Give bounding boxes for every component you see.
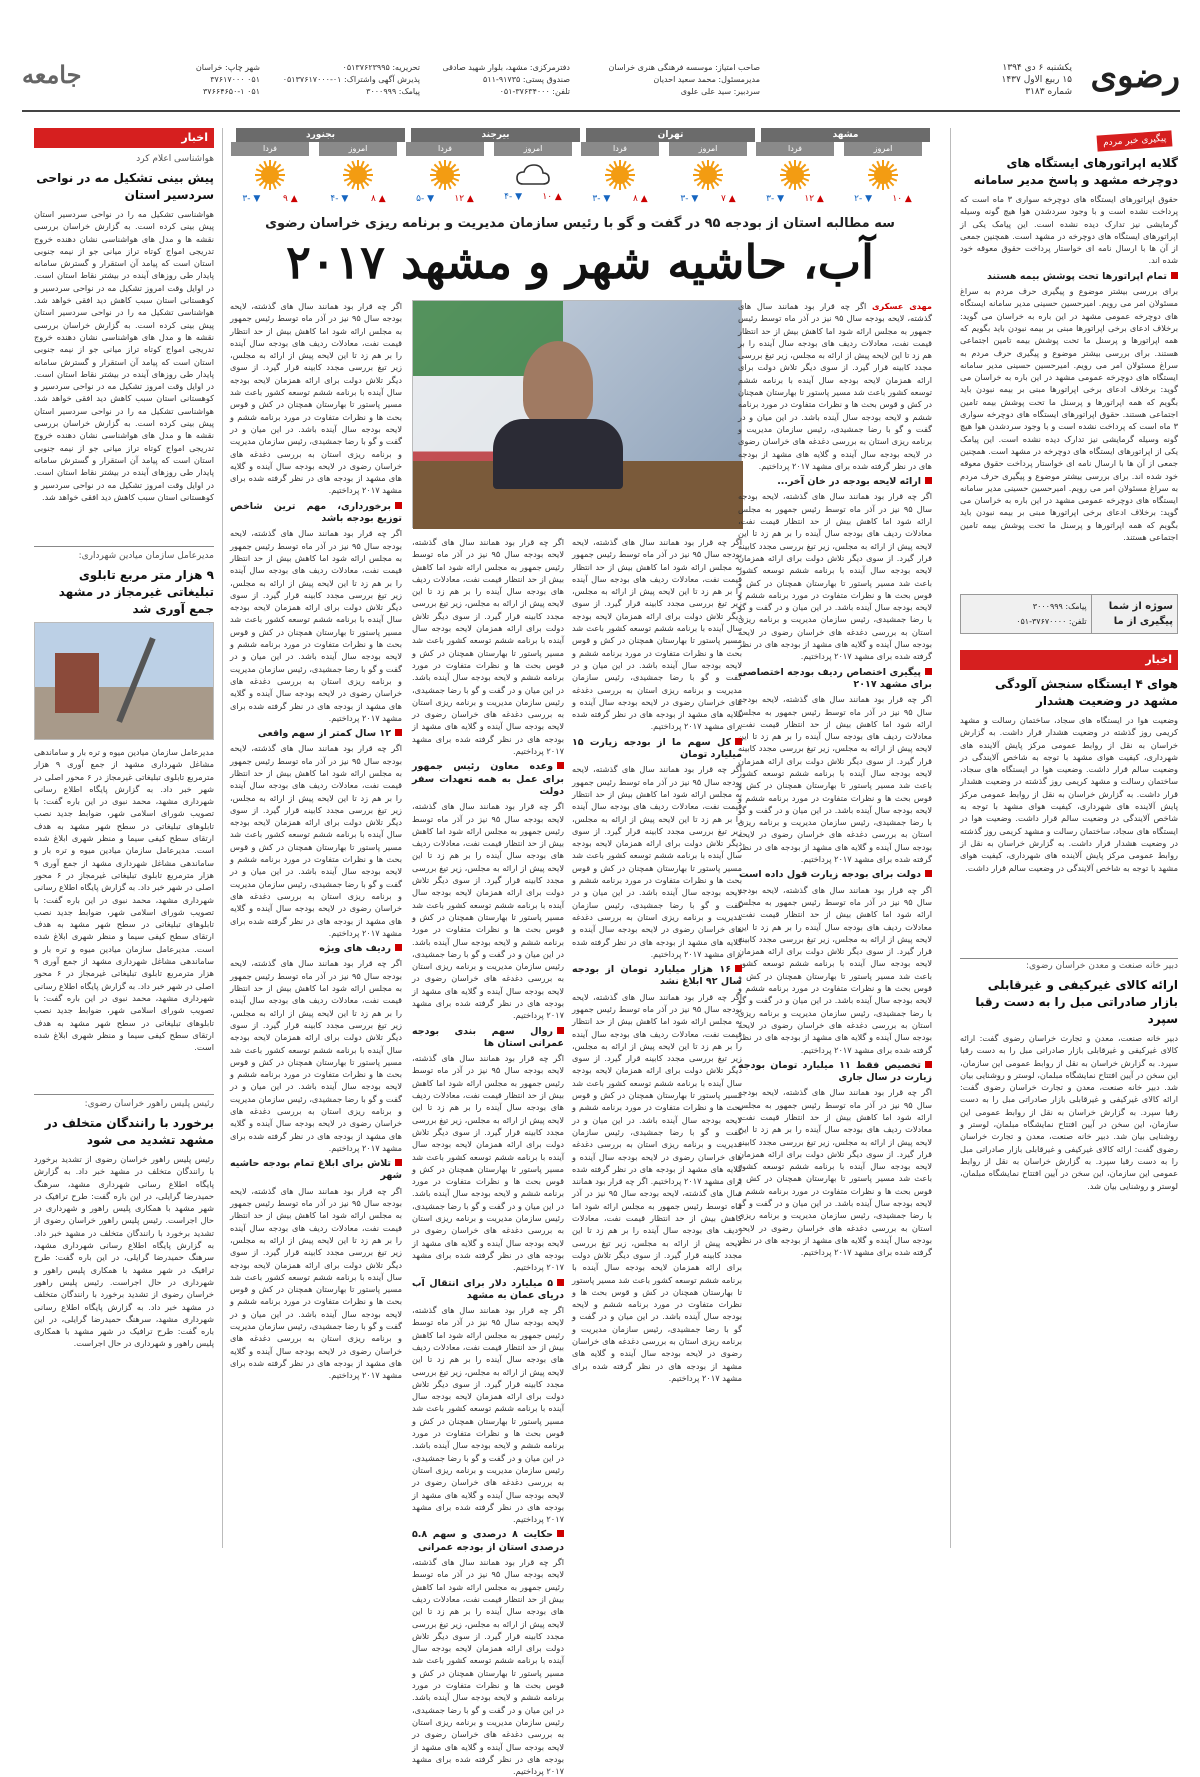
body-text: وضعیت هوا در ایستگاه های سجاد، ساختمان رسالت و مشهد کریمی روز گذشته در وضعیت هشدار قرار داشت. به گزارش خراسان به نقل از روابط عمومی مرکز پایش آلاینده های شهرداری، کیفیت هوای مشهد با توجه به شاخص آلایندگی در وضعیت سالم قرار داشت. [960,813,1178,873]
lead-headline [230,216,930,296]
temperature-range [319,194,397,204]
news-section-bar: اخبار [960,650,1178,670]
column-divider [950,128,951,1548]
sun-icon [868,160,898,190]
body-text: اگر چه قرار بود همانند سال های گذشته، لایحه بودجه سال ۹۵ نیز در آذر ماه توسط رئیس جمهور به مجلس ارائه شود اما کاهش بیش از حد انتظار قیمت نفت، معادلات ردیف های بودجه سال آینده را بر هم زد تا این لایحه پیش از ارائه به مجلس، زیر تیغ بررسی مجدد کابینه قرار گیرد. از سوی دیگر تلاش دولت برای ارائه همزمان لایحه بودجه سال آینده با برنامه ششم توسعه کشور باعث شد مسیر پاستور تا بهارستان همچنان در کش و قوس بحث ها و نظرات متفاوت در مورد برنامه ششم و لایحه بودجه سال آینده باشد. در این میان و در گفت و گو با رضا جمشیدی، رئیس سازمان مدیریت و برنامه ریزی استان به بررسی دغدغه های خراسان رضوی در لایحه بودجه سال آینده و گلایه های مشهد از بودجه های در نظر گرفته شده برای مشهد ۲۰۱۷ پرداختیم. [230,743,402,938]
body-text: رئیس پلیس راهور خراسان رضوی از تشدید برخورد با رانندگان متخلف در مشهد خبر داد. به گزارش پایگاه اطلاع رسانی شهرداری مشهد، سرهنگ حمیدرضا گرایلی، در این باره گفت: طرح ترافیک در شهر مشهد با همکاری پلیس راهور و شهرداری در حال اجراست. [34,1154,214,1226]
temperature-range [494,192,572,202]
print-info [196,62,260,98]
body-text: اگر چه قرار بود همانند سال های گذشته، لایحه بودجه سال ۹۵ نیز در آذر ماه توسط رئیس جمهور به مجلس ارائه شود اما کاهش بیش از حد انتظار قیمت نفت، معادلات ردیف های بودجه سال آینده را بر هم زد تا این لایحه پیش از ارائه به مجلس، زیر تیغ بررسی مجدد کابینه قرار گیرد. از سوی دیگر تلاش دولت برای ارائه همزمان لایحه بودجه سال آینده با برنامه ششم توسعه کشور باعث شد مسیر پاستور تا بهارستان همچنان در کش و قوس بحث ها و نظرات متفاوت در مورد برنامه ششم و لایحه بودجه سال آینده باشد. در این میان و در گفت و گو با رضا جمشیدی، رئیس سازمان مدیریت و برنامه ریزی استان به بررسی دغدغه های خراسان رضوی در لایحه بودجه سال آینده و گلایه های مشهد از بودجه های در نظر گرفته شده برای مشهد ۲۰۱۷ پرداختیم. [738,694,933,865]
day-label: فردا [756,142,834,156]
weather-day [756,142,834,204]
weather-city [586,128,755,204]
print-city: شهر چاپ: خراسان [195,63,260,72]
weather-day [669,142,747,204]
manager-label: مدیرمسئول: محمد سعید احدیان [653,75,760,84]
date-persian: یکشنبه ۶ دی ۱۳۹۴ [1002,63,1072,73]
weather-day [406,142,484,204]
body-text: اگر چه قرار بود همانند سال های گذشته، لایحه بودجه سال ۹۵ نیز در آذر ماه توسط رئیس جمهور به مجلس ارائه شود اما کاهش بیش از حد انتظار قیمت نفت، معادلات ردیف های بودجه سال آینده را بر هم زد تا این لایحه پیش از ارائه به مجلس، زیر تیغ بررسی مجدد کابینه قرار گیرد. از سوی دیگر تلاش دولت برای ارائه همزمان لایحه بودجه سال آینده با برنامه ششم توسعه کشور باعث شد مسیر پاستور تا بهارستان همچنان در کش و قوس بحث ها و نظرات متفاوت در مورد برنامه ششم و لایحه بودجه سال آینده باشد. در این میان و در گفت و گو با رضا جمشیدی، رئیس سازمان مدیریت و برنامه ریزی استان به بررسی دغدغه های خراسان رضوی در لایحه بودجه سال آینده و گلایه های مشهد از بودجه های در نظر گرفته شده برای مشهد ۲۰۱۷ پرداختیم. [412,801,564,1021]
issue-date [1002,62,1072,98]
city-name: تهران [586,128,755,142]
followup-badge: پیگیری خبر مردم [1096,130,1172,151]
body-text: اگر چه قرار بود همانند سال های گذشته، لایحه بودجه سال ۹۵ نیز در آذر ماه توسط رئیس جمهور به مجلس ارائه شود اما کاهش بیش از حد انتظار قیمت نفت، معادلات ردیف های بودجه سال آینده را بر هم زد تا این لایحه پیش از ارائه به مجلس، زیر تیغ بررسی مجدد کابینه قرار گیرد. از سوی دیگر تلاش دولت برای ارائه همزمان لایحه بودجه سال آینده با برنامه ششم توسعه کشور باعث شد مسیر پاستور تا بهارستان همچنان در کش و قوس بحث ها و نظرات متفاوت در مورد برنامه ششم و لایحه بودجه سال آینده باشد. در این میان و در گفت و گو با رضا جمشیدی، رئیس سازمان مدیریت و برنامه ریزی استان به بررسی دغدغه های خراسان رضوی در لایحه بودجه سال آینده و گلایه های مشهد از بودجه های در نظر گرفته شده برای مشهد ۲۰۱۷ پرداختیم. [412,1053,564,1273]
article-body [960,1032,1178,1264]
temperature-range [844,194,922,204]
lead-column-4 [230,300,402,1545]
fax-number: ۰۵۱ ۳۷۶۱۷۰۰۰ [210,75,260,84]
day-label: امروز [494,142,572,156]
sun-icon [255,160,285,190]
day-label: فردا [231,142,309,156]
subhead: ردیف های ویژه [230,943,402,955]
min-temp: ▼ -۳ [766,194,785,204]
billboard-photo [34,622,214,740]
city-name: بیرجند [411,128,580,142]
subhead: پیگیری اختصاص ردیف بودجه اختصاصی برای مشهد ۲۰۱۷ [738,666,932,690]
body-text: اگر چه قرار بود همانند سال های گذشته، لایحه بودجه سال ۹۵ نیز در آذر ماه توسط رئیس جمهور به مجلس ارائه شود اما کاهش بیش از حد انتظار قیمت نفت، معادلات ردیف های بودجه سال آینده را بر هم زد تا این لایحه پیش از ارائه به مجلس، زیر تیغ بررسی مجدد کابینه قرار گیرد. از سوی دیگر تلاش دولت برای ارائه همزمان لایحه بودجه سال آینده با برنامه ششم توسعه کشور باعث شد مسیر پاستور تا بهارستان همچنان در کش و قوس بحث ها و نظرات متفاوت در مورد برنامه ششم و لایحه بودجه سال آینده باشد. در این میان و در گفت و گو با رضا جمشیدی، رئیس سازمان مدیریت و برنامه ریزی استان به بررسی دغدغه های خراسان رضوی در لایحه بودجه سال آینده و گلایه های مشهد از بودجه های در نظر گرفته شده برای مشهد ۲۰۱۷ پرداختیم. [572,1176,742,1383]
body-text: وضعیت هوا در ایستگاه های سجاد، ساختمان رسالت و مشهد کریمی روز گذشته در وضعیت هشدار قرار داشت. به گزارش خراسان به نقل از روابط عمومی مرکز پایش آلاینده های شهرداری، کیفیت هوای مشهد با توجه به شاخص آلایندگی در وضعیت سالم قرار داشت. [960,764,1178,824]
max-temp: ▲ ۷ [721,194,736,204]
article-title: ارائه کالای غیرکیفی و غیرقابلی بازار صادراتی مبل را به دست رقبا سپرد [975,978,1178,1026]
body-text: برای بررسی بیشتر موضوع و پیگیری حرف مردم به سراغ مسئولان امر می رویم. امیرحسین حسینی مدیر سامانه ایستگاه های دوچرخه عمومی مشهد در این باره به خراسان می گوید: برخلاف ادعای برخی اپراتورها مبنی بر بیمه نبودن باید بگویم که همه اپراتورها و پرسنل ما تحت پوشش بیمه تامین اجتماعی هستند. [960,470,1178,543]
phone-label: تلفن: ۳۷۶۳۴۰۰۰-۰۵۱ [499,87,570,96]
subhead: وعده معاون رئیس جمهور برای عمل به همه تعهدات سفر دولت [412,761,564,797]
body-text: مدیرعامل سازمان میادین میوه و تره بار و ساماندهی مشاغل شهرداری مشهد از جمع آوری ۹ هزار مترمربع تابلوی تبلیغاتی غیرمجاز در ۶ محور اصلی در شهر خبر داد. به گزارش پایگاه اطلاع رسانی شهرداری مشهد، محمد نبوی در این باره گفت: با تصویب شورای اسلامی شهر، ضوابط جدید نصب تابلوهای تبلیغاتی در سطح شهر مشهد به هدف ارتقای سطح کیفی سیما و منظر شهری ابلاغ شده است. [34,747,215,856]
body-text: اگر چه قرار بود همانند سال های گذشته، لایحه بودجه سال ۹۵ نیز در آذر ماه توسط رئیس جمهور به مجلس ارائه شود اما کاهش بیش از حد انتظار قیمت نفت، معادلات ردیف های بودجه سال آینده را بر هم زد تا این لایحه پیش از ارائه به مجلس، زیر تیغ بررسی مجدد کابینه قرار گیرد. از سوی دیگر تلاش دولت برای ارائه همزمان لایحه بودجه سال آینده با برنامه ششم توسعه کشور باعث شد مسیر پاستور تا بهارستان همچنان در کش و قوس بحث ها و نظرات متفاوت در مورد برنامه ششم و لایحه بودجه سال آینده باشد. در این میان و در گفت و گو با رضا جمشیدی، رئیس سازمان مدیریت و برنامه ریزی استان به بررسی دغدغه های خراسان رضوی در لایحه بودجه سال آینده و گلایه های مشهد از بودجه های در نظر گرفته شده برای مشهد ۲۰۱۷ پرداختیم. [230,528,402,723]
weather-day [231,142,309,204]
city-name: مشهد [761,128,930,142]
sms-number: پیامک: ۳۰۰۰۹۹۹ [1032,602,1087,611]
article-body [34,208,214,538]
kicker: هواشناسی اعلام کرد [136,154,214,164]
office-label: دفترمرکزی: مشهد، بلوار شهید صادقی [442,63,570,72]
lead-column-3 [412,536,564,1777]
subhead: ۱۲ سال کمتر از سهم واقعی [230,728,402,740]
temperature-range [581,194,659,204]
lead-column-1 [738,300,932,1545]
subhead: برخورداری، مهم ترین شاخص توزیع بودجه باشد [230,500,402,525]
official-face [523,341,593,426]
building-image [55,653,99,713]
sun-icon [605,160,635,190]
day-label: امروز [669,142,747,156]
article-title: برخورد با رانندگان متخلف در مشهد تشدید می شود [44,1116,214,1147]
body-text: هواشناسی تشکیل مه را در نواحی سردسیر استان پیش بینی کرده است. به گزارش خراسان بررسی نقشه ها و مدل های هواشناسی نشان دهنده خروج تدریجی امواج کوتاه تراز میانی جو از نیمه جنوبی استان است که پیامد آن استقرار و گسترش سامانه پایدار طی روزهای آینده در بیشتر نقاط استان است. در اوایل وقت امروز تشکیل مه در نواحی سردسیر و کوهستانی استان سبب کاهش دید افقی خواهد شد. [34,405,214,502]
sun-icon [343,160,373,190]
day-label: امروز [844,142,922,156]
body-text: اگر چه قرار بود همانند سال های گذشته، لایحه بودجه سال ۹۵ نیز در آذر ماه توسط رئیس جمهور به مجلس ارائه شود اما کاهش بیش از حد انتظار قیمت نفت، معادلات ردیف های بودجه سال آینده را بر هم زد تا این لایحه پیش از ارائه به مجلس، زیر تیغ بررسی مجدد کابینه قرار گیرد. از سوی دیگر تلاش دولت برای ارائه همزمان لایحه بودجه سال آینده با برنامه ششم توسعه کشور باعث شد مسیر پاستور تا بهارستان همچنان در کش و قوس بحث ها و نظرات متفاوت در مورد برنامه ششم و لایحه بودجه سال آینده باشد. در این میان و در گفت و گو با رضا جمشیدی، رئیس سازمان مدیریت و برنامه ریزی استان به بررسی دغدغه های خراسان رضوی در لایحه بودجه سال آینده و گلایه های مشهد از بودجه های در نظر گرفته شده برای مشهد ۲۰۱۷ پرداختیم. [738,884,933,1055]
kicker: دبیر خانه صنعت و معدن خراسان رضوی: [1025,961,1178,971]
body-text: رئیس پلیس راهور خراسان رضوی از تشدید برخورد با رانندگان متخلف در مشهد خبر داد. به گزارش پایگاه اطلاع رسانی شهرداری مشهد، سرهنگ حمیدرضا گرایلی، در این باره گفت: طرح ترافیک در شهر مشهد با همکاری پلیس راهور و شهرداری در حال اجراست. [34,1215,215,1287]
article-title: ۹ هزار متر مربع تابلوی تبلیغاتی غیرمجاز در مشهد جمع آوری شد [58,568,214,616]
kicker: مدیرعامل سازمان میادین شهرداری: [78,551,214,561]
contact-info [283,62,420,98]
subhead: ۵ میلیارد دلار برای انتقال آب دریای عمان به مشهد [412,1277,564,1301]
body-text: اگر چه قرار بود همانند سال های گذشته، لایحه بودجه سال ۹۵ نیز در آذر ماه توسط رئیس جمهور به مجلس ارائه شود اما کاهش بیش از حد انتظار قیمت نفت، معادلات ردیف های بودجه سال آینده را بر هم زد تا این لایحه پیش از ارائه به مجلس، زیر تیغ بررسی مجدد کابینه قرار گیرد. از سوی دیگر تلاش دولت برای ارائه همزمان لایحه بودجه سال آینده با برنامه ششم توسعه کشور باعث شد مسیر پاستور تا بهارستان همچنان در کش و قوس بحث ها و نظرات متفاوت در مورد برنامه ششم و لایحه بودجه سال آینده باشد. در این میان و در گفت و گو با رضا جمشیدی، رئیس سازمان مدیریت و برنامه ریزی استان به بررسی دغدغه های خراسان رضوی در لایحه بودجه سال آینده و گلایه های مشهد از بودجه های در نظر گرفته شده برای مشهد ۲۰۱۷ پرداختیم. [738,491,933,662]
max-temp: ▲ ۱۰ [542,192,562,202]
publisher-info [609,62,761,98]
max-temp: ▲ ۹ [283,194,298,204]
temperature-range [231,194,309,204]
section-name: جامعه [22,60,82,89]
subhead: روال سهم بندی بودجه عمرانی استان ها [412,1025,564,1049]
min-temp: ▼ -۳ [680,194,699,204]
subhead: تلاش برای ابلاغ تمام بودجه حاشیه شهر [230,1158,402,1182]
body-text: هواشناسی تشکیل مه را در نواحی سردسیر استان پیش بینی کرده است. به گزارش خراسان بررسی نقشه ها و مدل های هواشناسی نشان دهنده خروج تدریجی امواج کوتاه تراز میانی جو از نیمه جنوبی استان است که پیامد آن استقرار و گسترش سامانه پایدار طی روزهای آینده در بیشتر نقاط استان است. در اوایل وقت امروز تشکیل مه در نواحی سردسیر و کوهستانی استان سبب کاهش دید افقی خواهد شد. [34,307,214,404]
body-text: وضعیت هوا در ایستگاه های سجاد، ساختمان رسالت و مشهد کریمی روز گذشته در وضعیت هشدار قرار داشت. به گزارش خراسان به نقل از روابط عمومی مرکز پایش آلاینده های شهرداری، کیفیت هوای مشهد با توجه به شاخص آلایندگی در وضعیت سالم قرار داشت. [960,715,1178,775]
min-temp: ▼ -۵ [416,194,435,204]
body-text: برای بررسی بیشتر موضوع و پیگیری حرف مردم به سراغ مسئولان امر می رویم. امیرحسین حسینی مدیر سامانه ایستگاه های دوچرخه عمومی مشهد در این باره به خراسان می گوید: برخلاف ادعای برخی اپراتورها مبنی بر بیمه نبودن باید بگویم که همه اپراتورها و پرسنل ما تحت پوشش بیمه تامین اجتماعی هستند. [960,286,1179,358]
newspaper-logo [1080,56,1180,96]
weather-strip [230,128,930,210]
temperature-range [756,194,834,204]
subhead: کل سهم ما از بودجه زیارت ۱۵ میلیارد تومان [572,736,742,761]
fax-number-2: ۰۵۱ ۳۷۶۶۴۶۵۰-۱ [203,87,260,96]
logo-text: رضوی [1090,56,1180,96]
date-hijri: ۱۵ ربیع الاول ۱۴۳۷ [1001,75,1072,85]
subhead: حکایت ۸ درصدی و سهم ۵.۸ درصدی استان از بودجه عمرانی [412,1529,564,1553]
supertitle: سه مطالبه استان از بودجه ۹۵ در گفت و گو با رئیس سازمان مدیریت و برنامه ریزی خراسان رضوی [265,216,895,231]
article-body [960,714,1178,952]
article-body [34,1153,214,1413]
body-text: اگر چه قرار بود همانند سال های گذشته، لایحه بودجه سال ۹۵ نیز در آذر ماه توسط رئیس جمهور به مجلس ارائه شود اما کاهش بیش از حد انتظار قیمت نفت، معادلات ردیف های بودجه سال آینده را بر هم زد تا این لایحه پیش از ارائه به مجلس، زیر تیغ بررسی مجدد کابینه قرار گیرد. از سوی دیگر تلاش دولت برای ارائه همزمان لایحه بودجه سال آینده با برنامه ششم توسعه کشور باعث شد مسیر پاستور تا بهارستان همچنان در کش و قوس بحث ها و نظرات متفاوت در مورد برنامه ششم و لایحه بودجه سال آینده باشد. در این میان و در گفت و گو با رضا جمشیدی، رئیس سازمان مدیریت و برنامه ریزی استان به بررسی دغدغه های خراسان رضوی در لایحه بودجه سال آینده و گلایه های مشهد از بودجه های در نظر گرفته شده برای مشهد ۲۰۱۷ پرداختیم. [738,301,932,471]
body-text: حقوق اپراتورهای ایستگاه های دوچرخه سواری ۳ ماه است که پرداخت نشده است و با وجود سردشدن هوا هیچ گونه وسیله گرمایشی نیز تدارک دیده نشده است. این پیامک یکی از اپراتورهای ایستگاه های دوچرخه در مشهد است. همچنین جمعی از آن ها با ارسال نامه ای خواستار پرداخت حقوق معوقه خود شده اند. [960,194,1178,266]
sun-icon [693,160,723,190]
body-text: اگر چه قرار بود همانند سال های گذشته، لایحه بودجه سال ۹۵ نیز در آذر ماه توسط رئیس جمهور به مجلس ارائه شود اما کاهش بیش از حد انتظار قیمت نفت، معادلات ردیف های بودجه سال آینده را بر هم زد تا این لایحه پیش از ارائه به مجلس، زیر تیغ بررسی مجدد کابینه قرار گیرد. از سوی دیگر تلاش دولت برای ارائه همزمان لایحه بودجه سال آینده با برنامه ششم توسعه کشور باعث شد مسیر پاستور تا بهارستان همچنان در کش و قوس بحث ها و نظرات متفاوت در مورد برنامه ششم و لایحه بودجه سال آینده باشد. در این میان و در گفت و گو با رضا جمشیدی، رئیس سازمان مدیریت و برنامه ریزی استان به بررسی دغدغه های خراسان رضوی در لایحه بودجه سال آینده و گلایه های مشهد از بودجه های در نظر گرفته شده برای مشهد ۲۰۱۷ پرداختیم. [412,537,564,757]
body-text: رئیس پلیس راهور خراسان رضوی از تشدید برخورد با رانندگان متخلف در مشهد خبر داد. به گزارش پایگاه اطلاع رسانی شهرداری مشهد، سرهنگ حمیدرضا گرایلی، در این باره گفت: طرح ترافیک در شهر مشهد با همکاری پلیس راهور و شهرداری در حال اجراست. [34,1276,214,1349]
ads-phone: پذیرش آگهی واشتراک: ۰۱-۰۵۱۳۷۶۱۷۰۰۰ [282,75,420,84]
body-text: دبیر خانه صنعت، معدن و تجارت خراسان رضوی گفت: ارائه کالای غیرکیفی و غیرقابلی بازار صادراتی مبل را به دست رقبا سپرد. به گزارش خراسان به نقل از روابط عمومی این سازمان، این سخن در آیین افتتاح نمایشگاه مبلمان، لوستر و روشنایی بیان شد. [960,1131,1178,1191]
body-text: دبیر خانه صنعت، معدن و تجارت خراسان رضوی گفت: ارائه کالای غیرکیفی و غیرقابلی بازار صادراتی مبل را به دست رقبا سپرد. به گزارش خراسان به نقل از روابط عمومی این سازمان، این سخن در آیین افتتاح نمایشگاه مبلمان، لوستر و روشنایی بیان شد. [960,1033,1179,1093]
day-label: فردا [406,142,484,156]
sms-number: پیامک: ۳۰۰۰۹۹۹ [366,87,420,96]
min-temp: ▼ -۲ [854,194,873,204]
news-section-bar: اخبار [34,128,214,148]
box-line-2: پیگیری از ما [1113,616,1173,627]
subhead: تمام اپراتورها تحت پوشش بیمه هستند [960,271,1178,283]
subhead: ارائه لایحه بودجه در خان آخر... [738,476,932,488]
article-body [960,193,1178,588]
official-suit [493,419,623,489]
contact-box-numbers [1012,595,1090,633]
lead-column-2 [572,536,742,1546]
left-sidebar [34,128,214,1413]
postbox-label: صندوق پستی: ۹۱۷۳۵-۵۱۱ [483,75,570,84]
article-title: پیش بینی تشکیل مه در نواحی سردسیر استان [36,171,214,202]
issue-number: شماره ۳۱۸۳ [1025,87,1072,97]
min-temp: ▼ -۳ [592,194,611,204]
body-text: اگر چه قرار بود همانند سال های گذشته، لایحه بودجه سال ۹۵ نیز در آذر ماه توسط رئیس جمهور به مجلس ارائه شود اما کاهش بیش از حد انتظار قیمت نفت، معادلات ردیف های بودجه سال آینده را بر هم زد تا این لایحه پیش از ارائه به مجلس، زیر تیغ بررسی مجدد کابینه قرار گیرد. از سوی دیگر تلاش دولت برای ارائه همزمان لایحه بودجه سال آینده با برنامه ششم توسعه کشور باعث شد مسیر پاستور تا بهارستان همچنان در کش و قوس بحث ها و نظرات متفاوت در مورد برنامه ششم و لایحه بودجه سال آینده باشد. در این میان و در گفت و گو با رضا جمشیدی، رئیس سازمان مدیریت و برنامه ریزی استان به بررسی دغدغه های خراسان رضوی در لایحه بودجه سال آینده و گلایه های مشهد از بودجه های در نظر گرفته شده برای مشهد ۲۰۱۷ پرداختیم. [412,1557,564,1777]
contact-box-title [1091,595,1177,633]
body-text: اگر چه قرار بود همانند سال های گذشته، لایحه بودجه سال ۹۵ نیز در آذر ماه توسط رئیس جمهور به مجلس ارائه شود اما کاهش بیش از حد انتظار قیمت نفت، معادلات ردیف های بودجه سال آینده را بر هم زد تا این لایحه پیش از ارائه به مجلس، زیر تیغ بررسی مجدد کابینه قرار گیرد. از سوی دیگر تلاش دولت برای ارائه همزمان لایحه بودجه سال آینده با برنامه ششم توسعه کشور باعث شد مسیر پاستور تا بهارستان همچنان در کش و قوس بحث ها و نظرات متفاوت در مورد برنامه ششم و لایحه بودجه سال آینده باشد. در این میان و در گفت و گو با رضا جمشیدی، رئیس سازمان مدیریت و برنامه ریزی استان به بررسی دغدغه های خراسان رضوی در لایحه بودجه سال آینده و گلایه های مشهد از بودجه های در نظر گرفته شده برای مشهد ۲۰۱۷ پرداختیم. [738,1087,933,1258]
tel-number: تلفن: ۳۷۶۷۰۰۰۰-۰۵۱ [1016,617,1087,626]
body-text: اگر چه قرار بود همانند سال های گذشته، لایحه بودجه سال ۹۵ نیز در آذر ماه توسط رئیس جمهور به مجلس ارائه شود اما کاهش بیش از حد انتظار قیمت نفت، معادلات ردیف های بودجه سال آینده را بر هم زد تا این لایحه پیش از ارائه به مجلس، زیر تیغ بررسی مجدد کابینه قرار گیرد. از سوی دیگر تلاش دولت برای ارائه همزمان لایحه بودجه سال آینده با برنامه ششم توسعه کشور باعث شد مسیر پاستور تا بهارستان همچنان در کش و قوس بحث ها و نظرات متفاوت در مورد برنامه ششم و لایحه بودجه سال آینده باشد. در این میان و در گفت و گو با رضا جمشیدی، رئیس سازمان مدیریت و برنامه ریزی استان به بررسی دغدغه های خراسان رضوی در لایحه بودجه سال آینده و گلایه های مشهد از بودجه های در نظر گرفته شده برای مشهد ۲۰۱۷ پرداختیم. [572,764,742,959]
day-label: فردا [581,142,659,156]
masthead [22,52,1180,112]
min-temp: ▼ -۳ [242,194,261,204]
day-label: امروز [319,142,397,156]
editorial-phone: تحریریه: ۰۵۱۳۷۶۲۳۹۹۵ [342,63,420,72]
body-text: دبیر خانه صنعت، معدن و تجارت خراسان رضوی گفت: ارائه کالای غیرکیفی و غیرقابلی بازار صادراتی مبل را به دست رقبا سپرد. به گزارش خراسان به نقل از روابط عمومی این سازمان، این سخن در آیین افتتاح نمایشگاه مبلمان، لوستر و روشنایی بیان شد. [960,1082,1178,1142]
body-text: مدیرعامل سازمان میادین میوه و تره بار و ساماندهی مشاغل شهرداری مشهد از جمع آوری ۹ هزار مترمربع تابلوی تبلیغاتی غیرمجاز در ۶ محور اصلی در شهر خبر داد. به گزارش پایگاه اطلاع رسانی شهرداری مشهد، محمد نبوی در این باره گفت: با تصویب شورای اسلامی شهر، ضوابط جدید نصب تابلوهای تبلیغاتی در سطح شهر مشهد به هدف ارتقای سطح کیفی سیما و منظر شهری ابلاغ شده است. [34,845,214,954]
cloud-icon [515,162,551,188]
weather-city [411,128,580,204]
crane-image [116,637,155,723]
kicker: رئیس پلیس راهور خراسان رضوی: [84,1099,214,1109]
sun-icon [780,160,810,190]
article-body [34,746,214,1086]
weather-day [581,142,659,204]
body-text: اگر چه قرار بود همانند سال های گذشته، لایحه بودجه سال ۹۵ نیز در آذر ماه توسط رئیس جمهور به مجلس ارائه شود اما کاهش بیش از حد انتظار قیمت نفت، معادلات ردیف های بودجه سال آینده را بر هم زد تا این لایحه پیش از ارائه به مجلس، زیر تیغ بررسی مجدد کابینه قرار گیرد. از سوی دیگر تلاش دولت برای ارائه همزمان لایحه بودجه سال آینده با برنامه ششم توسعه کشور باعث شد مسیر پاستور تا بهارستان همچنان در کش و قوس بحث ها و نظرات متفاوت در مورد برنامه ششم و لایحه بودجه سال آینده باشد. در این میان و در گفت و گو با رضا جمشیدی، رئیس سازمان مدیریت و برنامه ریزی استان به بررسی دغدغه های خراسان رضوی در لایحه بودجه سال آینده و گلایه های مشهد از بودجه های در نظر گرفته شده برای مشهد ۲۰۱۷ پرداختیم. [412,1305,564,1525]
article-title: هوای ۴ ایستگاه سنجش آلودگی مشهد در وضعیت هشدار [994,677,1178,708]
subhead: ۱۶ هزار میلیارد تومان از بودجه سال ۹۲ ابلاغ نشد [572,964,742,988]
weather-day [844,142,922,204]
subhead: تخصیص فقط ۱۱ میلیارد تومان بودجه زیارت در سال جاری [738,1059,932,1084]
right-sidebar [960,128,1178,1264]
max-temp: ▲ ۱۰ [892,194,912,204]
box-line-1: سوژه از شما [1108,601,1173,612]
weather-city [761,128,930,204]
body-text: برای بررسی بیشتر موضوع و پیگیری حرف مردم به سراغ مسئولان امر می رویم. امیرحسین حسینی مدیر سامانه ایستگاه های دوچرخه عمومی مشهد در این باره به خراسان می گوید: برخلاف ادعای برخی اپراتورها مبنی بر بیمه نبودن باید بگویم که همه اپراتورها و پرسنل ما تحت پوشش بیمه تامین اجتماعی هستند. [960,347,1178,420]
body-text: حقوق اپراتورهای ایستگاه های دوچرخه سواری ۳ ماه است که پرداخت نشده است و با وجود سردشدن هوا هیچ گونه وسیله گرمایشی نیز تدارک دیده نشده است. این پیامک یکی از اپراتورهای ایستگاه های دوچرخه در مشهد است. همچنین جمعی از آن ها با ارسال نامه ای خواستار پرداخت حقوق معوقه خود شده اند. [960,409,1178,481]
max-temp: ▲ ۸ [633,194,648,204]
weather-day [319,142,397,204]
min-temp: ▼ -۴ [330,194,349,204]
main-title: آب، حاشیه شهر و مشهد ۲۰۱۷ [286,235,874,289]
min-temp: ▼ -۴ [504,192,523,202]
max-temp: ▲ ۱۲ [804,194,824,204]
temperature-range [406,194,484,204]
lead-photo [412,300,742,528]
weather-day [494,142,572,202]
max-temp: ▲ ۱۲ [454,194,474,204]
subhead: دولت برای بودجه زیارت قول داده است [738,869,932,881]
body-text: هواشناسی تشکیل مه را در نواحی سردسیر استان پیش بینی کرده است. به گزارش خراسان بررسی نقشه ها و مدل های هواشناسی نشان دهنده خروج تدریجی امواج کوتاه تراز میانی جو از نیمه جنوبی استان است که پیامد آن استقرار و گسترش سامانه پایدار طی روزهای آینده در بیشتر نقاط استان است. در اوایل وقت امروز تشکیل مه در نواحی سردسیر و کوهستانی استان سبب کاهش دید افقی خواهد شد. [34,209,214,306]
body-text: مدیرعامل سازمان میادین میوه و تره بار و ساماندهی مشاغل شهرداری مشهد از جمع آوری ۹ هزار مترمربع تابلوی تبلیغاتی غیرمجاز در ۶ محور اصلی در شهر خبر داد. به گزارش پایگاه اطلاع رسانی شهرداری مشهد، محمد نبوی در این باره گفت: با تصویب شورای اسلامی شهر، ضوابط جدید نصب تابلوهای تبلیغاتی در سطح شهر مشهد به هدف ارتقای سطح کیفی سیما و منظر شهری ابلاغ شده است. [34,943,214,1053]
article-title: گلایه اپراتورهای ایستگاه های دوچرخه مشهد و پاسخ مدیر سامانه [973,156,1178,187]
sun-icon [430,160,460,190]
weather-city [236,128,405,204]
editor-label: سردبیر: سید علی علوی [680,87,760,96]
column-divider [222,128,223,1548]
address-info [442,62,570,98]
owner-label: صاحب امتیاز: موسسه فرهنگی هنری خراسان [608,63,760,72]
body-text: اگر چه قرار بود همانند سال های گذشته، لایحه بودجه سال ۹۵ نیز در آذر ماه توسط رئیس جمهور به مجلس ارائه شود اما کاهش بیش از حد انتظار قیمت نفت، معادلات ردیف های بودجه سال آینده را بر هم زد تا این لایحه پیش از ارائه به مجلس، زیر تیغ بررسی مجدد کابینه قرار گیرد. از سوی دیگر تلاش دولت برای ارائه همزمان لایحه بودجه سال آینده با برنامه ششم توسعه کشور باعث شد مسیر پاستور تا بهارستان همچنان در کش و قوس بحث ها و نظرات متفاوت در مورد برنامه ششم و لایحه بودجه سال آینده باشد. در این میان و در گفت و گو با رضا جمشیدی، رئیس سازمان مدیریت و برنامه ریزی استان به بررسی دغدغه های خراسان رضوی در لایحه بودجه سال آینده و گلایه های مشهد از بودجه های در نظر گرفته شده برای مشهد ۲۰۱۷ پرداختیم. [230,1185,402,1381]
city-name: بجنورد [236,128,405,142]
max-temp: ▲ ۸ [371,194,386,204]
temperature-range [669,194,747,204]
body-text: اگر چه قرار بود همانند سال های گذشته، لایحه بودجه سال ۹۵ نیز در آذر ماه توسط رئیس جمهور به مجلس ارائه شود اما کاهش بیش از حد انتظار قیمت نفت، معادلات ردیف های بودجه سال آینده را بر هم زد تا این لایحه پیش از ارائه به مجلس، زیر تیغ بررسی مجدد کابینه قرار گیرد. از سوی دیگر تلاش دولت برای ارائه همزمان لایحه بودجه سال آینده با برنامه ششم توسعه کشور باعث شد مسیر پاستور تا بهارستان همچنان در کش و قوس بحث ها و نظرات متفاوت در مورد برنامه ششم و لایحه بودجه سال آینده باشد. در این میان و در گفت و گو با رضا جمشیدی، رئیس سازمان مدیریت و برنامه ریزی استان به بررسی دغدغه های خراسان رضوی در لایحه بودجه سال آینده و گلایه های مشهد از بودجه های در نظر گرفته شده برای مشهد ۲۰۱۷ پرداختیم. [572,991,742,1187]
body-text: اگر چه قرار بود همانند سال های گذشته، لایحه بودجه سال ۹۵ نیز در آذر ماه توسط رئیس جمهور به مجلس ارائه شود اما کاهش بیش از حد انتظار قیمت نفت، معادلات ردیف های بودجه سال آینده را بر هم زد تا این لایحه پیش از ارائه به مجلس، زیر تیغ بررسی مجدد کابینه قرار گیرد. از سوی دیگر تلاش دولت برای ارائه همزمان لایحه بودجه سال آینده با برنامه ششم توسعه کشور باعث شد مسیر پاستور تا بهارستان همچنان در کش و قوس بحث ها و نظرات متفاوت در مورد برنامه ششم و لایحه بودجه سال آینده باشد. در این میان و در گفت و گو با رضا جمشیدی، رئیس سازمان مدیریت و برنامه ریزی استان به بررسی دغدغه های خراسان رضوی در لایحه بودجه سال آینده و گلایه های مشهد از بودجه های در نظر گرفته شده برای مشهد ۲۰۱۷ پرداختیم. [230,958,402,1153]
contact-box [960,594,1178,634]
body-text: اگر چه قرار بود همانند سال های گذشته، لایحه بودجه سال ۹۵ نیز در آذر ماه توسط رئیس جمهور به مجلس ارائه شود اما کاهش بیش از حد انتظار قیمت نفت، معادلات ردیف های بودجه سال آینده را بر هم زد تا این لایحه پیش از ارائه به مجلس، زیر تیغ بررسی مجدد کابینه قرار گیرد. از سوی دیگر تلاش دولت برای ارائه همزمان لایحه بودجه سال آینده با برنامه ششم توسعه کشور باعث شد مسیر پاستور تا بهارستان همچنان در کش و قوس بحث ها و نظرات متفاوت در مورد برنامه ششم و لایحه بودجه سال آینده باشد. در این میان و در گفت و گو با رضا جمشیدی، رئیس سازمان مدیریت و برنامه ریزی استان به بررسی دغدغه های خراسان رضوی در لایحه بودجه سال آینده و گلایه های مشهد از بودجه های در نظر گرفته شده برای مشهد ۲۰۱۷ پرداختیم. [230,301,402,496]
body-text: اگر چه قرار بود همانند سال های گذشته، لایحه بودجه سال ۹۵ نیز در آذر ماه توسط رئیس جمهور به مجلس ارائه شود اما کاهش بیش از حد انتظار قیمت نفت، معادلات ردیف های بودجه سال آینده را بر هم زد تا این لایحه پیش از ارائه به مجلس، زیر تیغ بررسی مجدد کابینه قرار گیرد. از سوی دیگر تلاش دولت برای ارائه همزمان لایحه بودجه سال آینده با برنامه ششم توسعه کشور باعث شد مسیر پاستور تا بهارستان همچنان در کش و قوس بحث ها و نظرات متفاوت در مورد برنامه ششم و لایحه بودجه سال آینده باشد. در این میان و در گفت و گو با رضا جمشیدی، رئیس سازمان مدیریت و برنامه ریزی استان به بررسی دغدغه های خراسان رضوی در لایحه بودجه سال آینده و گلایه های مشهد از بودجه های در نظر گرفته شده برای مشهد ۲۰۱۷ پرداختیم. [572,537,742,732]
byline: مهدی عسکری [872,301,932,311]
